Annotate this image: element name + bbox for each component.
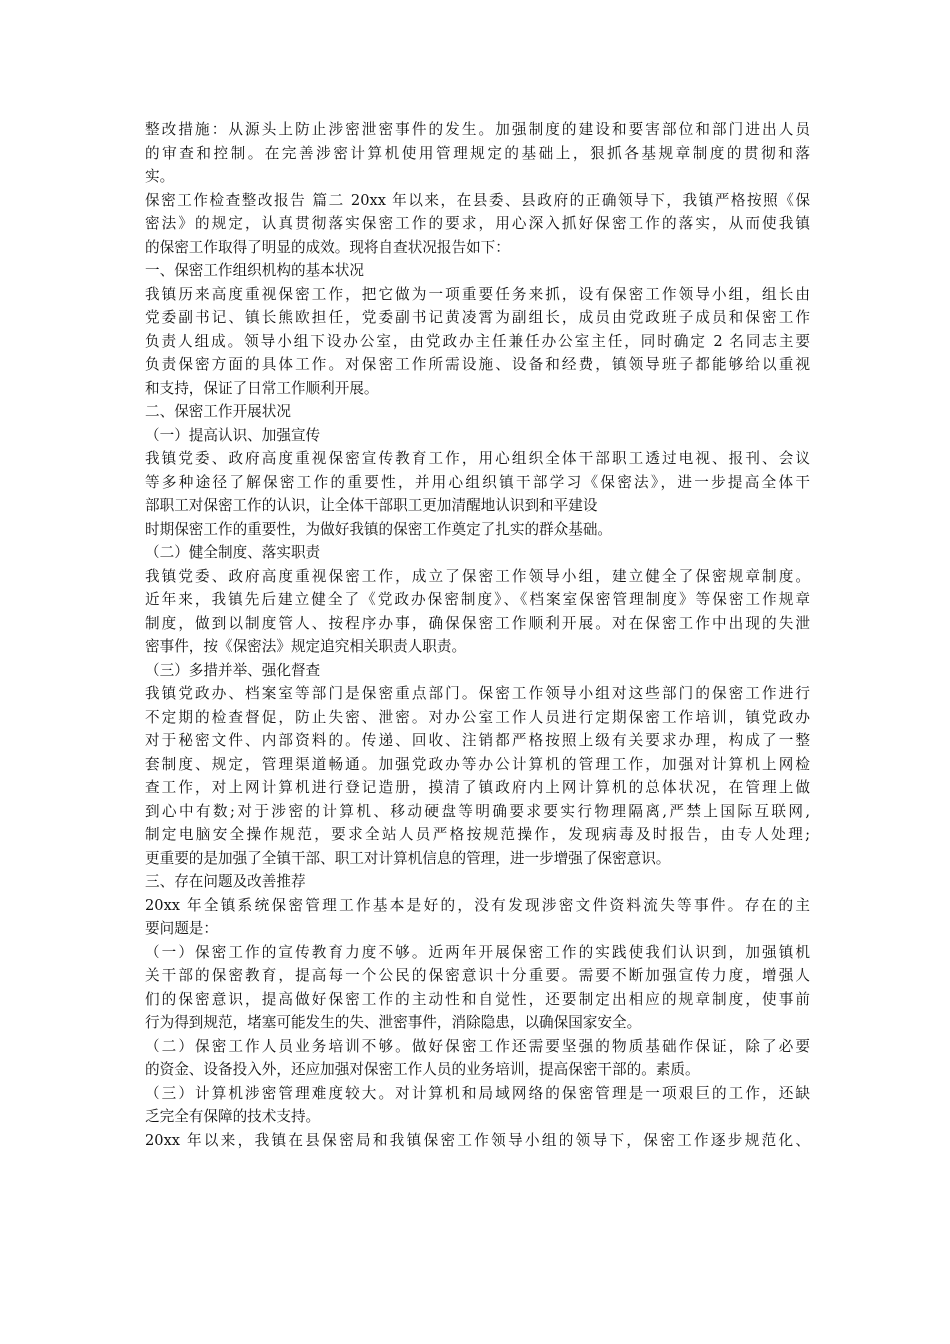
text-line: 制定电脑安全操作规范，要求全站人员严格按规范操作，发现病毒及时报告，由专人处理; — [145, 826, 810, 843]
text-line: 的审查和控制。在完善涉密计算机使用管理规定的基础上，狠抓各基规章制度的贯彻和落 — [145, 144, 810, 162]
text-line: 近年来，我镇先后建立健全了《党政办保密制度》、《档案室保密管理制度》等保密工作规章 — [145, 591, 810, 608]
text-line: 时期保密工作的重要性，为做好我镇的保密工作奠定了扎实的群众基础。 — [145, 520, 613, 538]
text-line: 密法》的规定，认真贯彻落实保密工作的要求，用心深入抓好保密工作的落实，从而使我镇 — [145, 215, 810, 232]
text-line: （三）计算机涉密管理难度较大。对计算机和局域网络的保密管理是一项艰巨的工作，还缺 — [145, 1084, 810, 1102]
text-line: 到心中有数;对于涉密的计算机、移动硬盘等明确要求要实行物理隔离,严禁上国际互联网, — [145, 802, 810, 820]
text-line: 制度，做到以制度管人、按程序办事，确保保密工作顺利开展。对在保密工作中出现的失泄 — [145, 614, 810, 632]
text-line: 对于秘密文件、内部资料的。传递、回收、注销都严格按照上级有关要求办理，构成了一整 — [145, 732, 810, 749]
text-line: 关干部的保密教育，提高每一个公民的保密意识十分重要。需要不断加强宣传力度，增强人 — [145, 967, 810, 984]
text-line: 我镇历来高度重视保密工作，把它做为一项重要任务来抓，设有保密工作领导小组，组长由 — [145, 285, 810, 303]
text-line: 整改措施：从源头上防止涉密泄密事件的发生。加强制度的建设和要害部位和部门进出人员 — [145, 121, 810, 138]
text-line: 密事件，按《保密法》规定追究相关职责人职责。 — [145, 638, 467, 655]
text-line: 20xx 年全镇系统保密管理工作基本是好的，没有发现涉密文件资料流失等事件。存在的主 — [145, 896, 810, 914]
text-line: 我镇党政办、档案室等部门是保密重点部门。保密工作领导小组对这些部门的保密工作进行 — [145, 685, 810, 702]
text-line: 党委副书记、镇长熊欧担任，党委副书记黄凌霄为副组长，成员由党政班子成员和保密工作 — [145, 309, 810, 326]
text-line: （一）提高认识、加强宣传 — [145, 426, 321, 444]
text-line: 的资金、设备投入外，还应加强对保密工作人员的业务培训，提高保密干部的。素质。 — [145, 1061, 700, 1078]
text-line: 实。 — [145, 168, 175, 185]
text-line: 和支持，保证了日常工作顺利开展。 — [145, 379, 379, 397]
text-line: 等多种途径了解保密工作的重要性，并用心组织镇干部学习《保密法》，进一步提高全体干 — [145, 473, 810, 491]
text-line: 行为得到规范，堵塞可能发生的失、泄密事件，消除隐患，以确保国家安全。 — [145, 1014, 642, 1031]
text-line: 的保密工作取得了明显的成效。现将自查状况报告如下： — [145, 238, 510, 256]
text-line: 二、保密工作开展状况 — [145, 403, 291, 420]
text-line: 查工作，对上网计算机进行登记造册，摸清了镇政府内上网计算机的总体状况，在管理上做 — [145, 779, 810, 796]
text-line: 要问题是： — [145, 920, 218, 937]
text-line: 们的保密意识，提高做好保密工作的主动性和自觉性，还要制定出相应的规章制度，使事前 — [145, 990, 810, 1008]
text-line: 我镇党委、政府高度重视保密工作，成立了保密工作领导小组，建立健全了保密规章制度。 — [145, 567, 810, 585]
text-line: （一）保密工作的宣传教育力度不够。近两年开展保密工作的实践使我们认识到，加强镇机 — [145, 943, 810, 961]
text-line: 负责保密方面的具体工作。对保密工作所需设施、设备和经费，镇领导班子都能够给以重视 — [145, 356, 810, 373]
text-line: 三、存在问题及改善推荐 — [145, 873, 306, 890]
text-line: （二）健全制度、落实职责 — [145, 544, 321, 561]
text-line: 我镇党委、政府高度重视保密宣传教育工作，用心组织全体干部职工透过电视、报刊、会议 — [145, 450, 810, 467]
text-line: 20xx 年以来，我镇在县保密局和我镇保密工作领导小组的领导下，保密工作逐步规范化、 — [145, 1131, 810, 1149]
text-line: 一、保密工作组织机构的基本状况 — [145, 262, 364, 279]
text-line: 保密工作检查整改报告 篇二 20xx 年以来，在县委、县政府的正确领导下，我镇严格按照《保 — [145, 191, 810, 209]
text-line: （三）多措并举、强化督查 — [145, 661, 321, 679]
text-line: 部职工对保密工作的认识，让全体干部职工更加清醒地认识到和平建设 — [145, 497, 598, 514]
text-line: 更重要的是加强了全镇干部、职工对计算机信息的管理，进一步增强了保密意识。 — [145, 849, 671, 867]
document-body — [145, 118, 810, 1152]
text-line: 乏完全有保障的技术支持。 — [145, 1108, 321, 1125]
text-line: 负责人组成。领导小组下设办公室，由党政办主任兼任办公室主任，同时确定 2 名同志主要 — [145, 332, 810, 350]
text-line: （二）保密工作人员业务培训不够。做好保密工作还需要坚强的物质基础作保证，除了必要 — [145, 1037, 810, 1055]
text-line: 套制度、规定，管理渠道畅通。加强党政办等办公计算机的管理工作，加强对计算机上网检 — [145, 755, 810, 773]
text-line: 不定期的检查督促，防止失密、泄密。对办公室工作人员进行定期保密工作培训，镇党政办 — [145, 708, 810, 726]
